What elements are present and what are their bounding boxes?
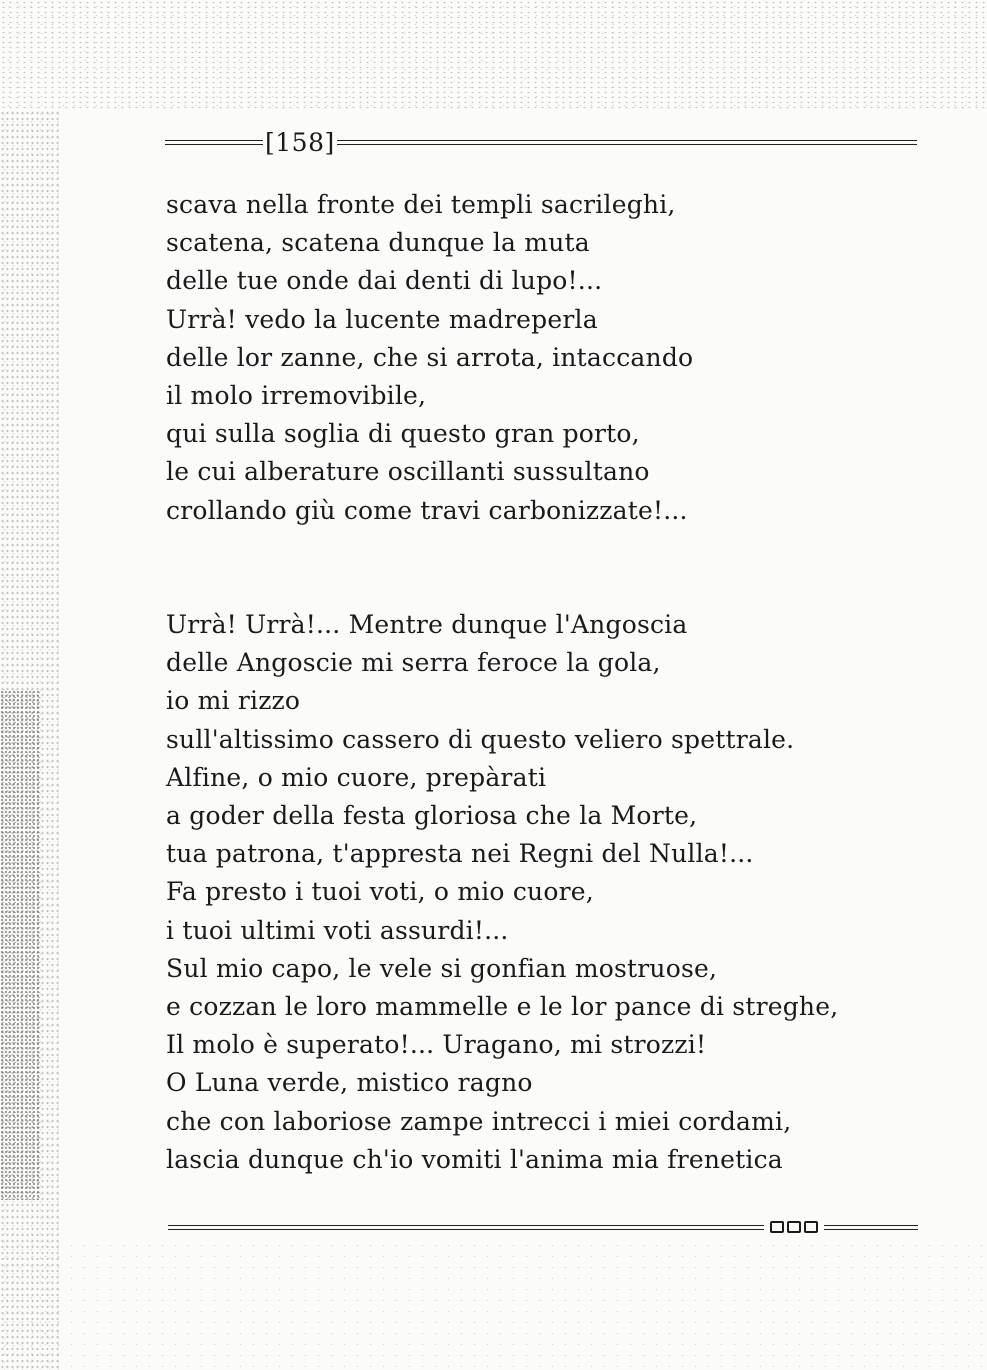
- page-number: [158]: [265, 127, 335, 157]
- poem-line: Sul mio capo, le vele si gonfian mostruose,: [166, 953, 718, 983]
- stanza-2: [166, 606, 906, 1179]
- ornament-square-icon: [787, 1221, 801, 1233]
- ornament-square-icon: [804, 1221, 818, 1233]
- poem-line: sull'altissimo cassero di questo veliero spettrale.: [166, 724, 795, 754]
- poem-line: delle lor zanne, che si arrota, intaccando: [166, 342, 694, 372]
- header-rule-right: [337, 140, 917, 145]
- poem-line: tua patrona, t'appresta nei Regni del Nulla!...: [166, 839, 754, 869]
- page-footer: [168, 1215, 918, 1239]
- poem-line: che con laboriose zampe intrecci i miei cordami,: [166, 1106, 792, 1136]
- header-rule-left: [165, 140, 263, 145]
- paper-speckle-top: [0, 0, 987, 110]
- poem-line: O Luna verde, mistico ragno: [166, 1068, 533, 1098]
- poem-line: delle tue onde dai denti di lupo!...: [166, 266, 603, 296]
- poem-line: e cozzan le loro mammelle e le lor pance di streghe,: [166, 992, 839, 1022]
- poem-line: Urrà! Urrà!... Mentre dunque l'Angoscia: [166, 610, 688, 639]
- poem-line: Urrà! vedo la lucente madreperla: [166, 304, 598, 334]
- paper-speckle-bottom: [0, 1240, 987, 1370]
- poem-line: Fa presto i tuoi voti, o mio cuore,: [166, 877, 594, 907]
- poem-line: scava nella fronte dei templi sacrileghi,: [166, 190, 676, 219]
- ornament-square-icon: [770, 1221, 784, 1233]
- footer-rule-right: [824, 1225, 918, 1230]
- poem-line: il molo irremovibile,: [166, 381, 427, 411]
- poem-line: le cui alberature oscillanti sussultano: [166, 457, 650, 487]
- poem-line: a goder della festa gloriosa che la Morte,: [166, 801, 698, 831]
- paper-speckle-left-dark: [0, 690, 40, 1200]
- poem-line: Alfine, o mio cuore, prepàrati: [166, 762, 547, 792]
- stanza-1: [166, 186, 906, 530]
- poem-line: i tuoi ultimi voti assurdi!...: [166, 915, 509, 945]
- footer-ornament: [764, 1221, 824, 1233]
- poem-line: qui sulla soglia di questo gran porto,: [166, 419, 640, 449]
- footer-rule-left: [168, 1225, 764, 1230]
- poem-line: delle Angoscie mi serra feroce la gola,: [166, 648, 661, 678]
- poem-line: Il molo è superato!... Uragano, mi strozzi!: [166, 1030, 707, 1060]
- poem-line: lascia dunque ch'io vomiti l'anima mia frenetica: [166, 1144, 783, 1174]
- poem-line: scatena, scatena dunque la muta: [166, 228, 590, 258]
- page-header: [165, 120, 917, 164]
- poem-line: crollando giù come travi carbonizzate!...: [166, 495, 688, 525]
- poem-line: io mi rizzo: [166, 686, 301, 716]
